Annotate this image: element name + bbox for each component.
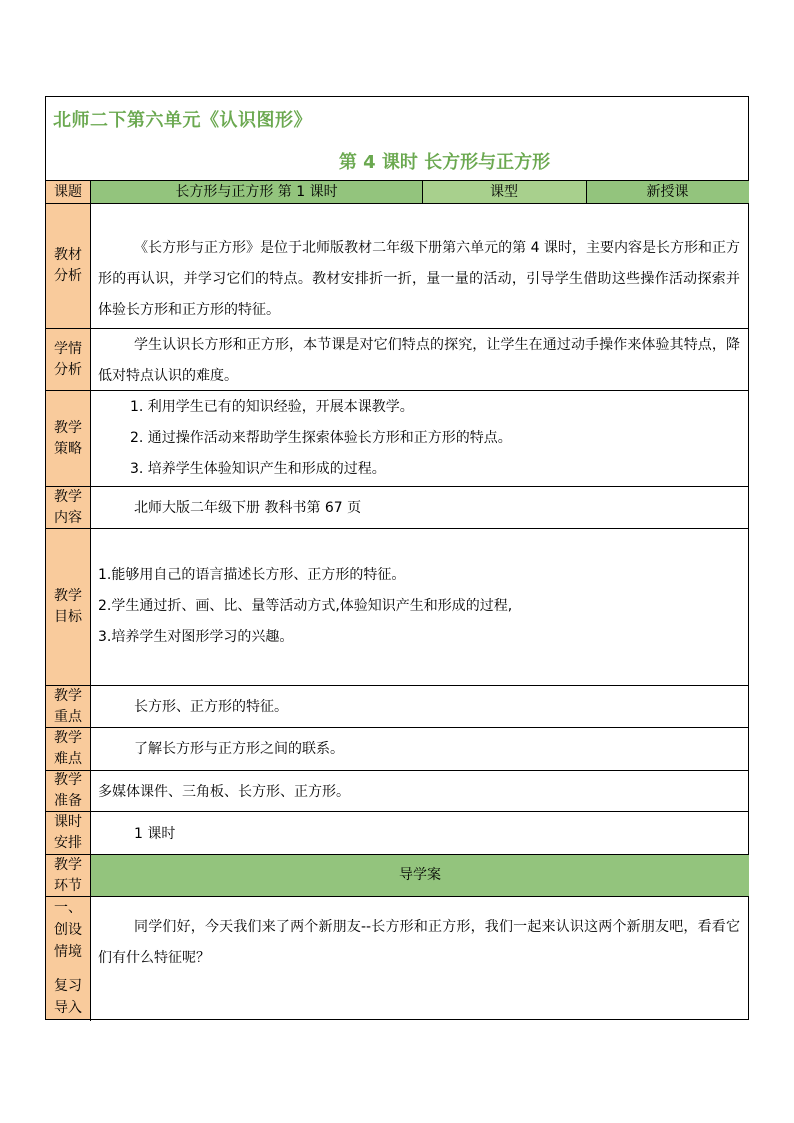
row-divider xyxy=(46,770,748,771)
label-line: 分析 xyxy=(54,268,82,284)
row-divider xyxy=(46,896,748,897)
lesson-title: 第 4 课时 长方形与正方形 xyxy=(338,152,551,173)
lesson-plan-table xyxy=(45,96,749,1020)
list-item: 1.能够用自己的语言描述长方形、正方形的特征。 xyxy=(98,567,406,583)
label-line: 内容 xyxy=(54,509,82,526)
label-line: 教学 xyxy=(54,588,82,604)
label-line: 教学 xyxy=(54,419,82,436)
label-line: 学情 xyxy=(54,340,82,357)
preparation-text: 多媒体课件、三角板、长方形、正方形。 xyxy=(98,784,350,800)
row-divider xyxy=(46,528,748,529)
label-line: 难点 xyxy=(54,751,82,767)
key-points-label xyxy=(46,686,90,727)
label-line: 教学 xyxy=(54,856,82,873)
student-analysis-text: 学生认识长方形和正方形，本节课是对它们特点的探究，让学生在通过动手操作来体验其特点，降低对特点认识的难度。 xyxy=(98,337,740,384)
intro-text: 同学们好，今天我们来了两个新朋友--长方形和正方形，我们一起来认识这两个新朋友吧，看看它们有什么特征呢？ xyxy=(98,919,740,966)
schedule-label xyxy=(46,812,90,854)
column-divider xyxy=(586,181,587,203)
content-text: 北师大版二年级下册 教科书第 67 页 xyxy=(134,500,362,516)
difficulties-label xyxy=(46,728,90,770)
column-divider xyxy=(422,181,423,203)
label-line: 教学 xyxy=(54,730,82,746)
row-divider xyxy=(46,486,748,487)
topic-label xyxy=(46,181,90,203)
phase-label xyxy=(46,855,90,896)
label-line: 安排 xyxy=(54,835,82,851)
preparation-label xyxy=(46,771,90,811)
label-line: 教材 xyxy=(54,247,82,263)
document-title: 北师二下第六单元《认识图形》 xyxy=(53,110,312,131)
list-item: 3. 培养学生体验知识产生和形成的过程。 xyxy=(130,461,386,477)
difficulties-text: 了解长方形与正方形之间的联系。 xyxy=(134,741,344,757)
label-line: 创设 xyxy=(54,922,82,938)
list-item: 3.培养学生对图形学习的兴趣。 xyxy=(98,629,294,645)
student-analysis-label xyxy=(46,329,90,390)
label-line: 教学 xyxy=(54,687,82,704)
label-line: 课时 xyxy=(54,814,82,830)
label-line: 一、 xyxy=(54,900,82,916)
row-divider xyxy=(46,328,748,329)
list-item: 2. 通过操作活动来帮助学生探索体验长方形和正方形的特点。 xyxy=(130,430,512,446)
label-line: 情境 xyxy=(54,944,82,960)
label-line: 分析 xyxy=(54,361,82,378)
topic-value: 长方形与正方形 第 1 课时 xyxy=(91,181,422,203)
label-line: 目标 xyxy=(54,609,82,625)
textbook-analysis-label xyxy=(46,204,90,328)
lesson-type-label: 课型 xyxy=(422,181,586,203)
strategy-list xyxy=(130,392,512,485)
label-line: 环节 xyxy=(54,877,82,894)
topic-label-text: 课题 xyxy=(54,183,82,200)
goals-label xyxy=(46,529,90,685)
row-divider xyxy=(46,811,748,812)
phase-header: 导学案 xyxy=(91,855,749,896)
lesson-type-value: 新授课 xyxy=(586,181,749,203)
row-divider xyxy=(46,727,748,728)
intro-label xyxy=(46,897,90,1019)
row-divider xyxy=(46,203,748,204)
key-points-text: 长方形、正方形的特征。 xyxy=(134,699,288,715)
schedule-text: 1 课时 xyxy=(134,826,176,842)
strategy-label xyxy=(46,391,90,486)
list-item: 1. 利用学生已有的知识经验，开展本课教学。 xyxy=(130,399,414,415)
label-line: 重点 xyxy=(54,708,82,725)
label-line: 准备 xyxy=(54,793,82,809)
label-line: 策略 xyxy=(54,440,82,457)
row-divider xyxy=(46,685,748,686)
goals-list xyxy=(98,560,512,653)
label-line: 教学 xyxy=(54,772,82,788)
content-label xyxy=(46,487,90,528)
textbook-analysis-text: 《长方形与正方形》是位于北师版教材二年级下册第六单元的第 4 课时，主要内容是长方形和正方形的再认识，并学习它们的特点。教材安排折一折，量一量的活动，引导学生借助这些操作活动探索并体验长方形和正方形的特征。 xyxy=(98,240,740,318)
list-item: 2.学生通过折、画、比、量等活动方式,体验知识产生和形成的过程, xyxy=(98,598,513,614)
label-line: 导入 xyxy=(54,1000,82,1016)
label-line: 复习 xyxy=(54,978,82,994)
label-line: 教学 xyxy=(54,488,82,505)
